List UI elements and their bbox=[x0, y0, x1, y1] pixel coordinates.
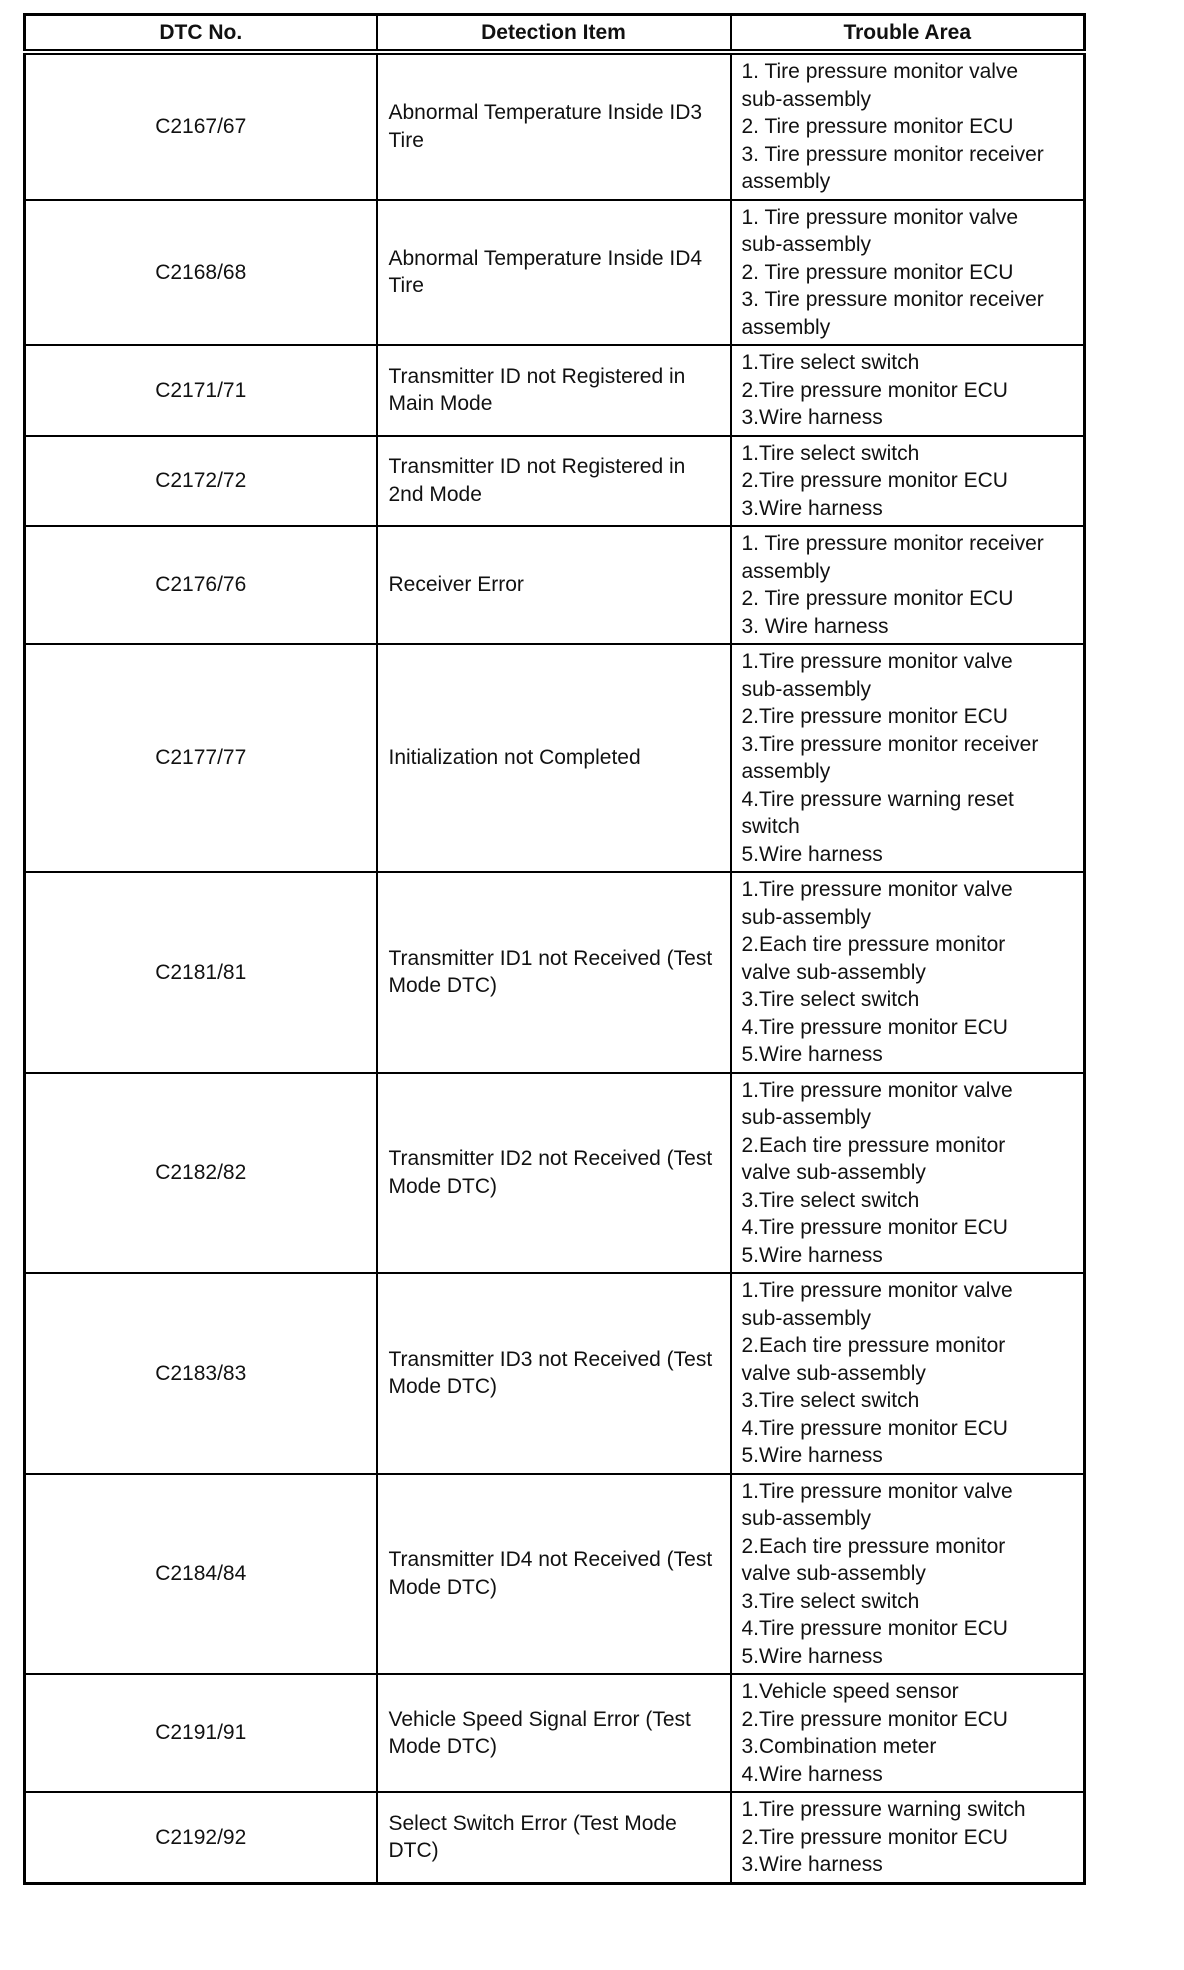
dtc-number: C2176/76 bbox=[25, 526, 377, 644]
trouble-area-line: 4.Tire pressure monitor ECU bbox=[741, 1617, 1008, 1640]
detection-item: Transmitter ID4 not Received (Test Mode DTC) bbox=[377, 1474, 731, 1675]
trouble-area-line: 2.Tire pressure monitor ECU bbox=[741, 1825, 1008, 1849]
trouble-area bbox=[731, 1674, 1085, 1792]
trouble-area-line: sub-assembly bbox=[741, 1306, 872, 1330]
trouble-area-line: sub-assembly bbox=[741, 1106, 872, 1129]
trouble-area-line: 4.Wire harness bbox=[741, 1762, 883, 1786]
detection-item: Abnormal Temperature Inside ID3 Tire bbox=[377, 52, 731, 200]
header-dtc-no: DTC No. bbox=[25, 15, 377, 53]
detection-item: Transmitter ID not Registered in Main Mode bbox=[377, 345, 731, 436]
table-row bbox=[25, 1073, 1085, 1274]
trouble-area-line: assembly bbox=[741, 760, 831, 783]
trouble-area-line: valve sub-assembly bbox=[741, 1562, 926, 1585]
trouble-area bbox=[731, 52, 1085, 200]
dtc-number: C2172/72 bbox=[25, 436, 377, 527]
trouble-area bbox=[731, 436, 1085, 527]
trouble-area-line: 1.Tire pressure warning switch bbox=[741, 1798, 1026, 1821]
trouble-area-line: 5.Wire harness bbox=[741, 1043, 883, 1066]
trouble-area-line: 1. Tire pressure monitor valve bbox=[741, 60, 1019, 83]
dtc-number: C2182/82 bbox=[25, 1073, 377, 1274]
dtc-number: C2171/71 bbox=[25, 345, 377, 436]
table-header bbox=[25, 15, 1085, 53]
detection-item: Transmitter ID3 not Received (Test Mode DTC) bbox=[377, 1273, 731, 1474]
table-row bbox=[25, 872, 1085, 1073]
trouble-area-line: assembly bbox=[741, 315, 831, 339]
trouble-area-line: 3. Wire harness bbox=[741, 614, 889, 638]
trouble-area-line: 2. Tire pressure monitor ECU bbox=[741, 115, 1014, 138]
header-detection-item: Detection Item bbox=[377, 15, 731, 53]
dtc-number: C2183/83 bbox=[25, 1273, 377, 1474]
trouble-area-line: 1.Tire pressure monitor valve bbox=[741, 1078, 1013, 1102]
trouble-area bbox=[731, 526, 1085, 644]
dtc-number: C2181/81 bbox=[25, 872, 377, 1073]
table-row bbox=[25, 644, 1085, 872]
trouble-area-line: 5.Wire harness bbox=[741, 1243, 883, 1267]
trouble-area-line: 2.Tire pressure monitor ECU bbox=[741, 705, 1008, 728]
trouble-area-line: 2.Each tire pressure monitor bbox=[741, 1133, 1006, 1157]
trouble-area bbox=[731, 872, 1085, 1073]
trouble-area-line: 3.Wire harness bbox=[741, 406, 883, 429]
trouble-area-line: 1.Vehicle speed sensor bbox=[741, 1680, 959, 1703]
trouble-area-line: 1.Tire pressure monitor valve bbox=[741, 1279, 1013, 1302]
trouble-area bbox=[731, 644, 1085, 872]
trouble-area-line: 4.Tire pressure warning reset bbox=[741, 787, 1014, 811]
trouble-area-line: 4.Tire pressure monitor ECU bbox=[741, 1216, 1008, 1239]
trouble-area-line: 1.Tire select switch bbox=[741, 441, 920, 465]
dtc-number: C2192/92 bbox=[25, 1792, 377, 1883]
trouble-area-line: sub-assembly bbox=[741, 87, 872, 111]
trouble-area-line: 1.Tire select switch bbox=[741, 351, 920, 374]
trouble-area-line: assembly bbox=[741, 559, 831, 583]
detection-item: Initialization not Completed bbox=[377, 644, 731, 872]
trouble-area-line: 5.Wire harness bbox=[741, 1444, 883, 1467]
trouble-area-line: 2.Each tire pressure monitor bbox=[741, 933, 1006, 956]
trouble-area-line: 3.Tire select switch bbox=[741, 1188, 920, 1212]
header-row bbox=[25, 15, 1085, 53]
detection-item: Receiver Error bbox=[377, 526, 731, 644]
trouble-area bbox=[731, 1792, 1085, 1883]
trouble-area-line: 2.Each tire pressure monitor bbox=[741, 1334, 1006, 1357]
detection-item: Vehicle Speed Signal Error (Test Mode DTC) bbox=[377, 1674, 731, 1792]
trouble-area-line: assembly bbox=[741, 170, 831, 193]
table-row bbox=[25, 1273, 1085, 1474]
trouble-area bbox=[731, 1073, 1085, 1274]
trouble-area-line: switch bbox=[741, 815, 800, 838]
detection-item: Transmitter ID not Registered in 2nd Mode bbox=[377, 436, 731, 527]
trouble-area bbox=[731, 345, 1085, 436]
trouble-area-line: 2.Tire pressure monitor ECU bbox=[741, 469, 1008, 492]
trouble-area-line: 4.Tire pressure monitor ECU bbox=[741, 1015, 1008, 1039]
table-row bbox=[25, 345, 1085, 436]
trouble-area-line: sub-assembly bbox=[741, 233, 872, 256]
table-row bbox=[25, 52, 1085, 200]
trouble-area-line: valve sub-assembly bbox=[741, 1361, 926, 1385]
trouble-area-line: 3. Tire pressure monitor receiver bbox=[741, 288, 1044, 311]
trouble-area-line: valve sub-assembly bbox=[741, 1161, 926, 1184]
trouble-area-line: 3.Wire harness bbox=[741, 496, 883, 520]
table-row bbox=[25, 1674, 1085, 1792]
trouble-area-line: 2.Tire pressure monitor ECU bbox=[741, 1707, 1008, 1731]
trouble-area-line: 1.Tire pressure monitor valve bbox=[741, 878, 1013, 901]
table-row bbox=[25, 526, 1085, 644]
trouble-area-line: valve sub-assembly bbox=[741, 960, 926, 984]
table-row bbox=[25, 1474, 1085, 1675]
table-row bbox=[25, 436, 1085, 527]
trouble-area-line: 2.Tire pressure monitor ECU bbox=[741, 378, 1008, 402]
trouble-area-line: 1.Tire pressure monitor valve bbox=[741, 650, 1013, 673]
trouble-area-line: 1. Tire pressure monitor receiver bbox=[741, 532, 1044, 555]
trouble-area bbox=[731, 1474, 1085, 1675]
dtc-table bbox=[23, 13, 1086, 1885]
trouble-area-line: 3. Tire pressure monitor receiver bbox=[741, 142, 1044, 166]
trouble-area-line: sub-assembly bbox=[741, 677, 872, 701]
trouble-area-line: 2. Tire pressure monitor ECU bbox=[741, 260, 1014, 284]
trouble-area-line: 5.Wire harness bbox=[741, 842, 883, 866]
trouble-area bbox=[731, 1273, 1085, 1474]
trouble-area-line: 3.Tire select switch bbox=[741, 988, 920, 1011]
dtc-number: C2167/67 bbox=[25, 52, 377, 200]
dtc-number: C2191/91 bbox=[25, 1674, 377, 1792]
trouble-area-line: 3.Wire harness bbox=[741, 1853, 883, 1876]
trouble-area-line: sub-assembly bbox=[741, 1507, 872, 1530]
trouble-area-line: 3.Tire select switch bbox=[741, 1389, 920, 1412]
detection-item: Abnormal Temperature Inside ID4 Tire bbox=[377, 200, 731, 346]
detection-item: Select Switch Error (Test Mode DTC) bbox=[377, 1792, 731, 1883]
table-row bbox=[25, 200, 1085, 346]
trouble-area-line: 1. Tire pressure monitor valve bbox=[741, 205, 1019, 229]
trouble-area-line: 1.Tire pressure monitor valve bbox=[741, 1479, 1013, 1503]
trouble-area-line: 4.Tire pressure monitor ECU bbox=[741, 1416, 1008, 1440]
trouble-area-line: 3.Tire select switch bbox=[741, 1589, 920, 1613]
trouble-area-line: 5.Wire harness bbox=[741, 1644, 883, 1668]
header-trouble-area: Trouble Area bbox=[731, 15, 1085, 53]
trouble-area bbox=[731, 200, 1085, 346]
dtc-number: C2184/84 bbox=[25, 1474, 377, 1675]
trouble-area-line: 3.Tire pressure monitor receiver bbox=[741, 732, 1039, 756]
trouble-area-line: sub-assembly bbox=[741, 905, 872, 929]
trouble-area-line: 3.Combination meter bbox=[741, 1735, 937, 1758]
trouble-area-line: 2.Each tire pressure monitor bbox=[741, 1534, 1006, 1558]
dtc-number: C2168/68 bbox=[25, 200, 377, 346]
table-row bbox=[25, 1792, 1085, 1883]
detection-item: Transmitter ID1 not Received (Test Mode DTC) bbox=[377, 872, 731, 1073]
table-body bbox=[25, 52, 1085, 1883]
trouble-area-line: 2. Tire pressure monitor ECU bbox=[741, 587, 1014, 610]
detection-item: Transmitter ID2 not Received (Test Mode DTC) bbox=[377, 1073, 731, 1274]
dtc-number: C2177/77 bbox=[25, 644, 377, 872]
